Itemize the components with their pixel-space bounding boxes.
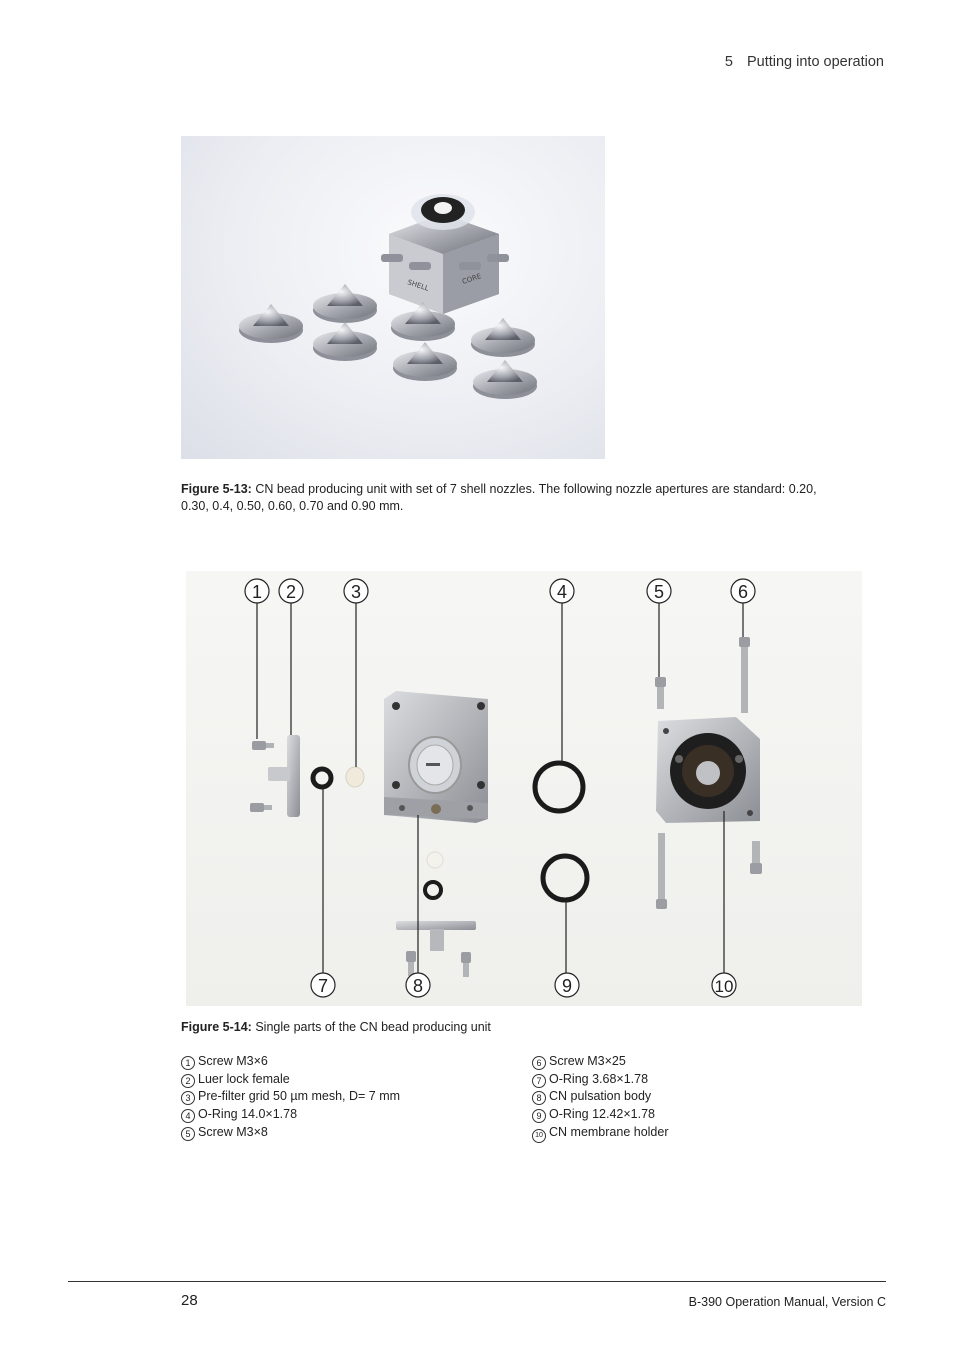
pre-filter-grid	[346, 767, 364, 787]
callout-label-8: 8	[412, 976, 424, 996]
engraving-core: CORE	[461, 272, 483, 286]
figure-label: Figure 5-14:	[181, 1020, 252, 1034]
item-number: 10	[532, 1129, 546, 1143]
item-number: 1	[181, 1056, 195, 1070]
list-item	[181, 1088, 400, 1106]
item-text: Screw M3×6	[198, 1054, 268, 1068]
item-text: Pre-filter grid 50 µm mesh, D= 7 mm	[198, 1089, 401, 1104]
item-number: 8	[532, 1091, 546, 1105]
item-text: O-Ring 3.68×1.78	[549, 1071, 649, 1086]
list-item	[532, 1053, 669, 1071]
nozzle	[313, 284, 377, 323]
callout-label-7: 7	[317, 976, 329, 996]
figure-label: Figure 5-13:	[181, 482, 252, 496]
callout-10	[712, 973, 736, 997]
chapter-number: 5	[724, 54, 733, 70]
nozzle	[393, 342, 457, 381]
callout-4	[550, 579, 574, 603]
figure-5-14-caption	[181, 1019, 491, 1036]
luer-lock-spare	[396, 921, 476, 951]
figure-caption-text: Single parts of the CN bead producing unit	[255, 1020, 491, 1034]
callout-8	[406, 973, 430, 997]
figure-5-14-photo	[186, 571, 862, 1006]
list-item	[181, 1071, 400, 1089]
callout-6	[731, 579, 755, 603]
figure-5-13-caption	[181, 481, 841, 515]
o-ring-12	[543, 856, 587, 900]
chapter-title: Putting into operation	[746, 54, 884, 70]
screw-small-right	[750, 841, 762, 874]
list-item	[181, 1124, 400, 1142]
callout-label-1: 1	[251, 582, 263, 602]
parts-list-right	[532, 1053, 669, 1143]
screw-m3x25	[739, 637, 750, 713]
manual-title: B-390 Operation Manual, Version C	[688, 1295, 886, 1309]
list-item	[181, 1053, 400, 1071]
screw-m3x6	[252, 741, 274, 750]
cn-membrane-holder	[656, 717, 760, 823]
callout-label-10: 10	[714, 977, 734, 996]
callout-label-4: 4	[556, 582, 568, 602]
bead-unit-body	[381, 194, 509, 314]
callout-label-6: 6	[737, 582, 749, 602]
parts-list-left	[181, 1053, 400, 1142]
figure-caption-text: CN bead producing unit with set of 7 shell nozzles. The following nozzle apertures are standard: 0.20, 0.30, 0.4, 0.50, 0.60, 0.70 and 0.90 mm.	[181, 482, 817, 513]
o-ring-14	[535, 763, 583, 811]
engraving-shell: SHELL	[406, 278, 430, 293]
item-number: 4	[181, 1109, 195, 1123]
item-text: CN pulsation body	[549, 1089, 652, 1104]
running-header	[725, 54, 884, 70]
item-number: 3	[181, 1091, 195, 1105]
item-text: Screw M3×25	[549, 1054, 626, 1068]
callout-label-2: 2	[285, 582, 297, 602]
cn-pulsation-body	[384, 691, 488, 823]
list-item	[532, 1124, 669, 1143]
list-item	[181, 1106, 400, 1124]
screw-m3x8	[655, 677, 666, 709]
screw-m3x6	[250, 803, 272, 812]
callout-5	[647, 579, 671, 603]
nozzle	[471, 318, 535, 357]
item-number: 9	[532, 1109, 546, 1123]
callout-9	[555, 973, 579, 997]
item-number: 5	[181, 1127, 195, 1141]
o-ring-small	[313, 769, 331, 787]
item-text: CN membrane holder	[549, 1124, 669, 1139]
callout-label-3: 3	[350, 582, 362, 602]
o-ring-spare	[425, 882, 441, 898]
item-number: 2	[181, 1074, 195, 1088]
nozzle	[239, 304, 303, 343]
nozzle	[473, 360, 537, 399]
callout-label-5: 5	[653, 582, 665, 602]
item-text: O-Ring 14.0×1.78	[198, 1107, 298, 1122]
callout-3	[344, 579, 368, 603]
shell-nozzles	[239, 284, 537, 399]
footer-divider	[68, 1281, 886, 1282]
item-number: 7	[532, 1074, 546, 1088]
callout-7	[311, 973, 335, 997]
screw-m3x25-lower	[656, 833, 667, 909]
item-text: Luer lock female	[198, 1071, 290, 1086]
item-text: Screw M3×8	[198, 1124, 268, 1139]
callout-label-9: 9	[561, 976, 573, 996]
item-number: 6	[532, 1056, 546, 1070]
page-number: 28	[181, 1292, 198, 1309]
callout-1	[245, 579, 269, 603]
item-text: O-Ring 12.42×1.78	[549, 1107, 655, 1122]
figure-5-13-photo	[181, 136, 605, 459]
callout-2	[279, 579, 303, 603]
nozzle	[313, 322, 377, 361]
filter-spare	[427, 852, 443, 868]
list-item	[532, 1071, 669, 1089]
list-item	[532, 1088, 669, 1106]
list-item	[532, 1106, 669, 1124]
